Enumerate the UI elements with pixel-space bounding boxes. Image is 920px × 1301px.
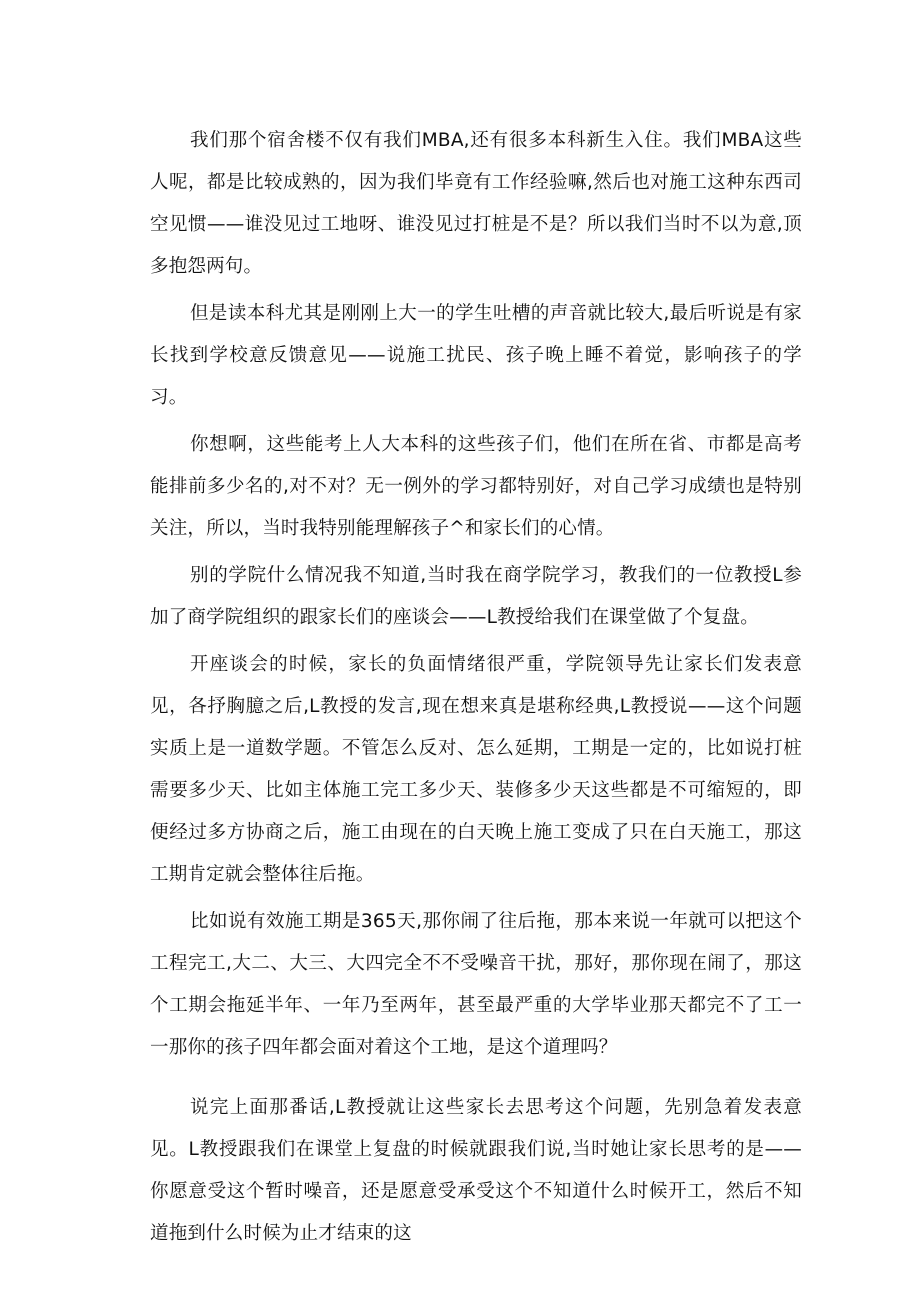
paragraph-3: 你想啊，这些能考上人大本科的这些孩子们，他们在所在省、市都是高考能排前多少名的,对不对？无一例外的学习都特别好，对自己学习成绩也是特别关注，所以，当时我特别能理解孩子^和家长们的心情。 [150,434,802,539]
paragraph-1: 我们那个宿舍楼不仅有我们MBA,还有很多本科新生入住。我们MBA这些人呢，都是比较成熟的，因为我们毕竟有工作经验嘛,然后也对施工这种东西司空见惯——谁没见过工地呀、谁没见过打桩是不是？所以我们当时不以为意,顶多抱怨两句。 [150,130,802,277]
paragraph-5: 开座谈会的时候，家长的负面情绪很严重，学院领导先让家长们发表意见，各抒胸臆之后,L教授的发言,现在想来真是堪称经典,L教授说——这个问题实质上是一道数学题。不管怎么反对、怎么延期，工期是一定的，比如说打桩需要多少天、比如主体施工完工多少天、装修多少天这些都是不可缩短的，即便经过多方协商之后，施工由现在的白天晚上施工变成了只在白天施工，那这工期肯定就会整体往后拖。 [150,654,802,885]
document-body [150,120,802,1255]
paragraph-6: 比如说有效施工期是365天,那你闹了往后拖，那本来说一年就可以把这个工程完工,大二、大三、大四完全不不受噪音干扰，那好，那你现在闹了，那这个工期会拖延半年、一年乃至两年，甚至最严重的大学毕业那天都完不了工一一那你的孩子四年都会面对着这个工地，是这个道理吗？ [150,911,802,1058]
paragraph-4: 别的学院什么情况我不知道,当时我在商学院学习，教我们的一位教授L参加了商学院组织的跟家长们的座谈会——L教授给我们在课堂做了个复盘。 [150,565,802,628]
paragraph-7: 说完上面那番话,L教授就让这些家长去思考这个问题，先别急着发表意见。L教授跟我们在课堂上复盘的时候就跟我们说,当时她让家长思考的是——你愿意受这个暂时噪音，还是愿意受承受这个不知道什么时候开工，然后不知道拖到什么时候为止才结束的这 [150,1097,802,1244]
paragraph-2: 但是读本科尤其是刚刚上大一的学生吐槽的声音就比较大,最后听说是有家长找到学校意反馈意见——说施工扰民、孩子晚上睡不着觉，影响孩子的学习。 [150,303,802,408]
